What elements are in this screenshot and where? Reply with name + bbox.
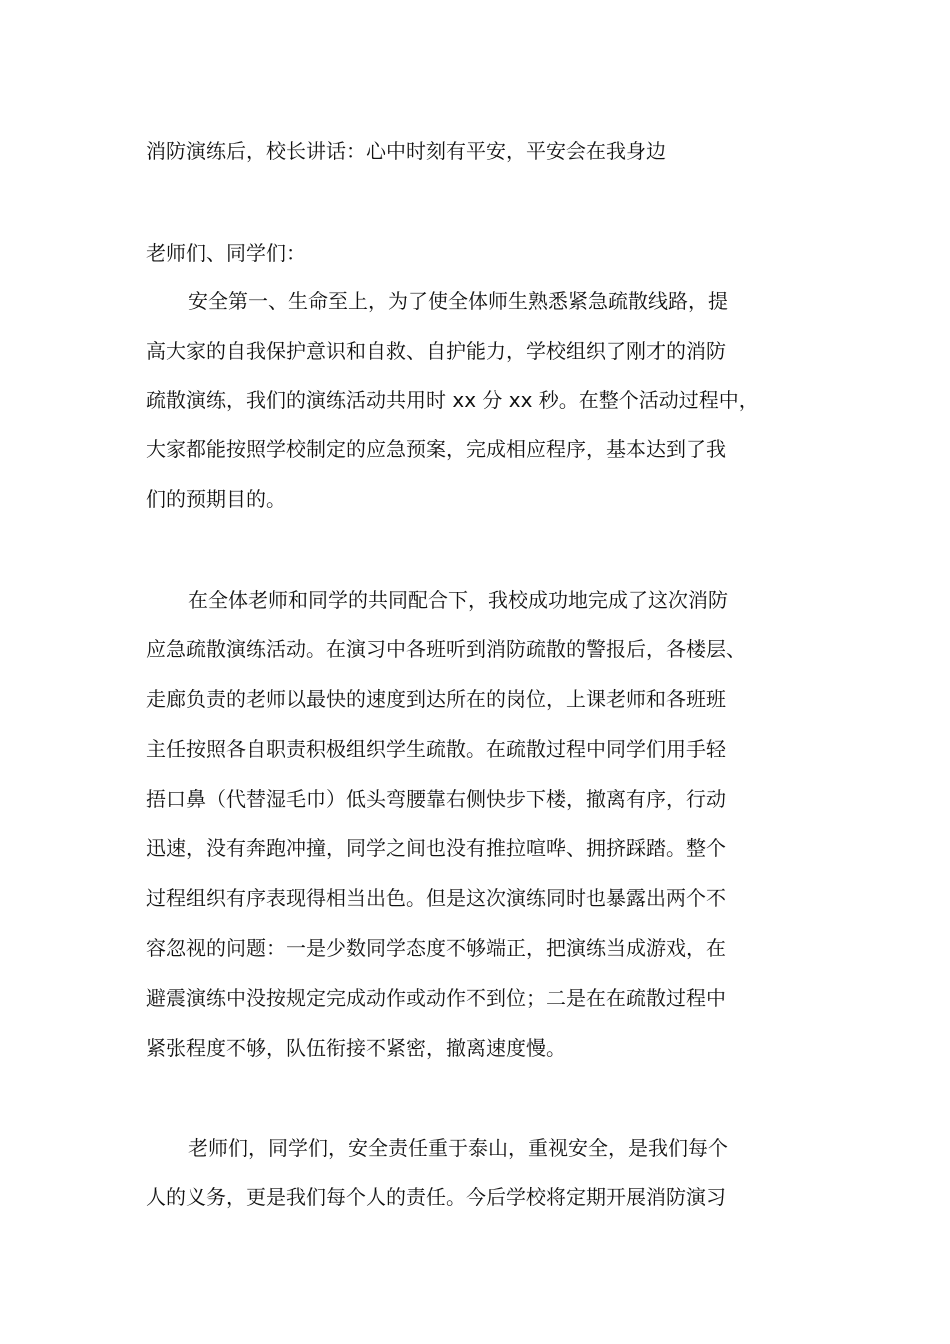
paragraph-2-line-7: 过程组织有序表现得相当出色。但是这次演练同时也暴露出两个不 — [146, 886, 726, 910]
paragraph-2-line-4: 主任按照各自职责积极组织学生疏散。在疏散过程中同学们用手轻 — [146, 737, 726, 761]
paragraph-2-line-1: 在全体老师和同学的共同配合下，我校成功地完成了这次消防 — [188, 588, 728, 612]
paragraph-1-line-3: 疏散演练，我们的演练活动共用时 xx 分 xx 秒。在整个活动过程中， — [146, 388, 759, 412]
paragraph-2-line-3: 走廊负责的老师以最快的速度到达所在的岗位，上课老师和各班班 — [146, 687, 726, 711]
paragraph-2-line-9: 避震演练中没按规定完成动作或动作不到位；二是在在疏散过程中 — [146, 986, 726, 1010]
paragraph-2-line-8: 容忽视的问题：一是少数同学态度不够端正，把演练当成游戏，在 — [146, 936, 726, 960]
paragraph-1-line-5: 们的预期目的。 — [146, 487, 286, 511]
paragraph-2-line-2: 应急疏散演练活动。在演习中各班听到消防疏散的警报后，各楼层、 — [146, 637, 746, 661]
paragraph-2-line-10: 紧张程度不够，队伍衔接不紧密，撤离速度慢。 — [146, 1036, 566, 1060]
paragraph-2-line-6: 迅速，没有奔跑冲撞，同学之间也没有推拉喧哗、拥挤踩踏。整个 — [146, 836, 726, 860]
paragraph-3-line-2: 人的义务，更是我们每个人的责任。今后学校将定期开展消防演习 — [146, 1185, 726, 1209]
greeting: 老师们、同学们： — [146, 241, 306, 265]
paragraph-3-line-1: 老师们，同学们，安全责任重于泰山，重视安全，是我们每个 — [188, 1136, 728, 1160]
paragraph-1-line-2: 高大家的自我保护意识和自救、自护能力，学校组织了刚才的消防 — [146, 339, 726, 363]
paragraph-2-line-5: 捂口鼻（代替湿毛巾）低头弯腰靠右侧快步下楼，撤离有序，行动 — [146, 787, 726, 811]
paragraph-1-line-4: 大家都能按照学校制定的应急预案，完成相应程序，基本达到了我 — [146, 437, 726, 461]
paragraph-1-line-1: 安全第一、生命至上，为了使全体师生熟悉紧急疏散线路，提 — [188, 289, 728, 313]
document-title: 消防演练后，校长讲话：心中时刻有平安，平安会在我身边 — [146, 139, 666, 163]
